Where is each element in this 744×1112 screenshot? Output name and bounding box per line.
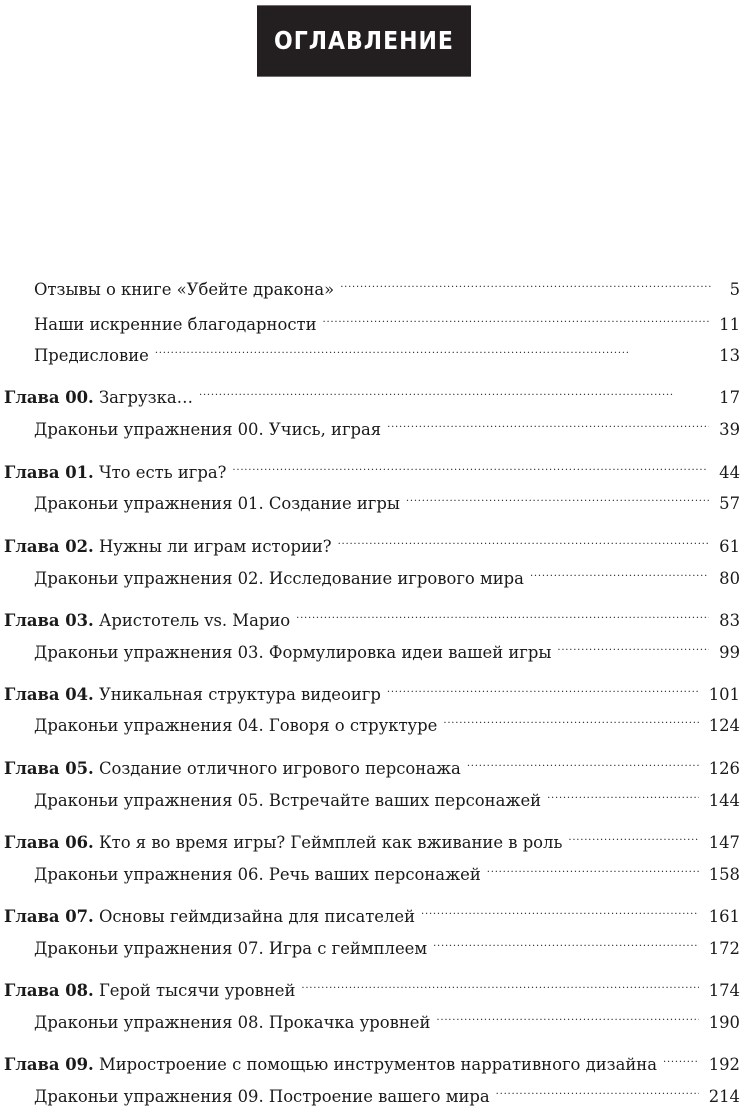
toc-entry-label [34,569,530,589]
dot-leader [296,606,709,626]
page-number: 214 [708,1087,740,1106]
entry-title: Нужны ли играм истории? [93,537,332,556]
page-number: 147 [708,833,740,852]
page-number: 101 [708,685,740,704]
entry-title: Драконьи упражнения 09. Построение вашего мира [34,1087,490,1106]
toc-entry-label [4,833,568,853]
toc-entry-label [34,1087,496,1107]
entry-title: Драконьи упражнения 08. Прокачка уровней [34,1013,431,1032]
toc-chapter-entry[interactable] [4,1050,740,1075]
toc-entry[interactable] [34,415,740,440]
chapter-number: Глава 09. [4,1055,94,1074]
toc-entry[interactable] [34,275,740,300]
dot-leader [496,1082,699,1102]
dot-leader [387,415,709,435]
toc-entry-label [4,537,338,557]
dot-leader [421,902,699,922]
chapter-number: Глава 02. [4,537,94,556]
page-number: 39 [719,420,740,439]
page-number: 161 [708,907,740,926]
toc-entry[interactable] [34,860,740,885]
toc-entry-label [4,463,232,483]
entry-title: Драконьи упражнения 02. Исследование игрового мира [34,569,524,588]
toc-entry-label [4,1055,663,1075]
entry-title: Драконьи упражнения 07. Игра с геймплеем [34,939,428,958]
toc-entry-label [34,346,155,366]
toc-entry-label [34,280,340,300]
dot-leader [663,1050,699,1070]
toc-entry-label [34,643,557,663]
dot-leader [199,383,709,403]
dot-leader [467,754,699,774]
toc-entry[interactable] [34,638,740,663]
entry-title: Драконьи упражнения 04. Говоря о структуре [34,716,438,735]
page-number: 158 [708,865,740,884]
toc-entry[interactable] [34,489,740,514]
dot-leader [443,711,698,731]
dot-leader [557,638,709,658]
page-number: 144 [708,791,740,810]
toc-entry[interactable] [34,1008,740,1033]
entry-title: Отзывы о книге «Убейте дракона» [34,280,335,299]
toc-entry[interactable] [34,786,740,811]
entry-title: Драконьи упражнения 00. Учись, играя [34,420,382,439]
entry-title: Наши искренние благодарности [34,315,317,334]
dot-leader [340,275,712,295]
entry-title: Кто я во время игры? Геймплей как вживание в роль [93,833,563,852]
entry-title: Уникальная структура видеоигр [93,685,381,704]
page-number: 124 [708,716,740,735]
toc-entry-label [4,981,301,1001]
chapter-number: Глава 07. [4,907,94,926]
toc-chapter-entry[interactable] [4,754,740,779]
chapter-number: Глава 03. [4,611,94,630]
toc-chapter-entry[interactable] [4,532,740,557]
toc-entry-label [4,388,199,408]
entry-title: Предисловие [34,346,149,365]
toc-entry-label [4,759,467,779]
toc-chapter-entry[interactable] [4,680,740,705]
toc-chapter-entry[interactable] [4,458,740,483]
toc-entry-label [34,494,406,514]
toc-entry-label [4,611,296,631]
entry-title: Аристотель vs. Марио [93,611,291,630]
toc-chapter-entry[interactable] [4,828,740,853]
dot-leader [323,310,710,330]
dot-leader [232,458,709,478]
entry-title: Основы геймдизайна для писателей [93,907,416,926]
toc-entry-label [34,865,487,885]
entry-title: Создание отличного игрового персонажа [93,759,461,778]
dot-leader [568,828,698,848]
entry-title: Драконьи упражнения 01. Создание игры [34,494,400,513]
dot-leader [547,786,699,806]
entry-title: Драконьи упражнения 05. Встречайте ваших персонажей [34,791,542,810]
page-number: 99 [719,643,740,662]
toc-entry-label [34,716,443,736]
page-number: 190 [708,1013,740,1032]
page-number: 83 [719,611,740,630]
entry-title: Драконьи упражнения 03. Формулировка идеи вашей игры [34,643,552,662]
toc-entry[interactable] [34,310,740,335]
toc-title-plate [257,5,471,76]
page-number: 172 [708,939,740,958]
toc-entry[interactable] [34,1082,740,1107]
page-number: 192 [708,1055,740,1074]
page-number: 61 [719,537,740,556]
dot-leader [406,489,709,509]
toc-entry[interactable] [34,934,740,959]
toc-chapter-entry[interactable] [4,976,740,1001]
dot-leader [433,934,699,954]
entry-title: Что есть игра? [93,463,227,482]
toc-entry-label [34,939,433,959]
dot-leader [436,1008,698,1028]
page-number: 11 [719,315,740,334]
chapter-number: Глава 01. [4,463,94,482]
entry-title: Драконьи упражнения 06. Речь ваших персонажей [34,865,481,884]
dot-leader [387,680,699,700]
page-number: 126 [708,759,740,778]
toc-entry[interactable] [34,711,740,736]
page-title: ОГЛАВЛЕНИЕ [274,26,454,56]
dot-leader [530,564,709,584]
page-number: 57 [719,494,740,513]
dot-leader [487,860,699,880]
page-number: 174 [708,981,740,1000]
toc-chapter-entry[interactable] [4,383,740,408]
chapter-number: Глава 08. [4,981,94,1000]
toc-entry[interactable] [34,564,740,589]
page-number: 5 [729,280,740,299]
dot-leader [155,341,709,361]
toc-entry-label [4,907,421,927]
toc-entry-label [34,420,387,440]
page-number: 13 [719,346,740,365]
entry-title: Миростроение с помощью инструментов нарративного дизайна [93,1055,657,1074]
page-number: 80 [719,569,740,588]
chapter-number: Глава 04. [4,685,94,704]
chapter-number: Глава 06. [4,833,94,852]
dot-leader [338,532,710,552]
toc-entry[interactable] [34,341,740,366]
page-number: 44 [719,463,740,482]
toc-chapter-entry[interactable] [4,902,740,927]
toc-entry-label [34,1013,436,1033]
chapter-number: Глава 05. [4,759,94,778]
page-number: 17 [719,388,740,407]
toc-chapter-entry[interactable] [4,606,740,631]
dot-leader [301,976,698,996]
entry-title: Загрузка… [93,388,193,407]
toc-entry-label [4,685,387,705]
entry-title: Герой тысячи уровней [93,981,296,1000]
chapter-number: Глава 00. [4,388,94,407]
toc-entry-label [34,791,547,811]
toc-entry-label [34,315,323,335]
